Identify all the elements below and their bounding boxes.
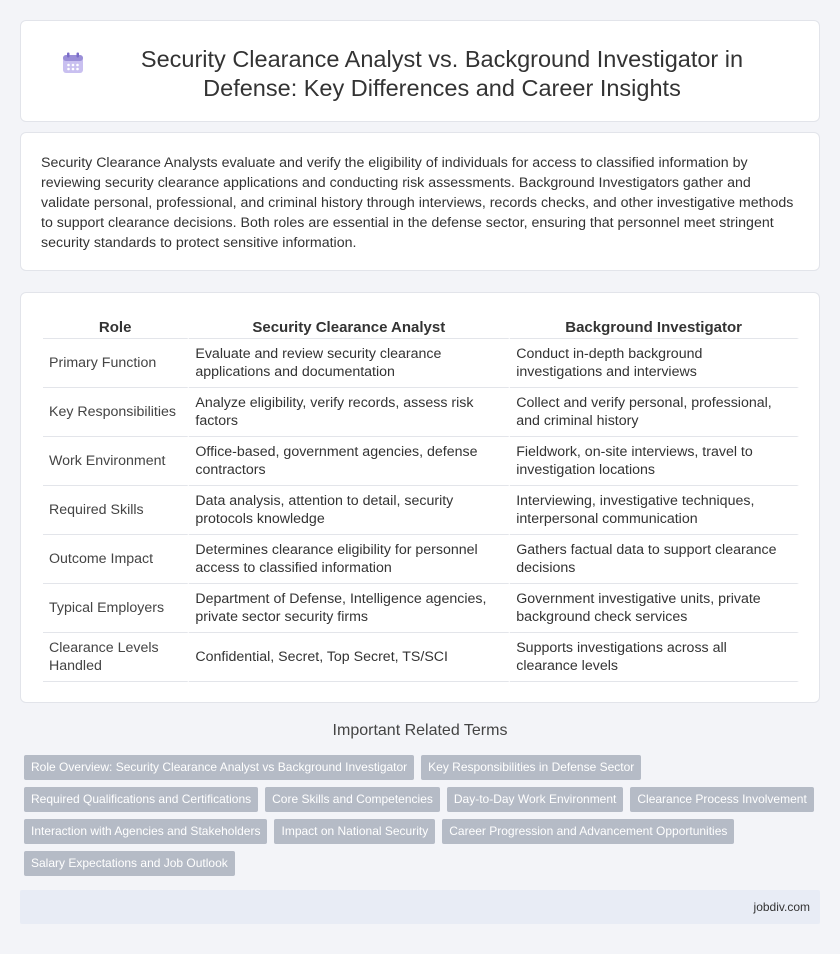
comparison-card [20, 292, 820, 703]
related-terms-list [24, 755, 824, 883]
analyst-cell: Data analysis, attention to detail, security protocols knowledge [189, 486, 510, 535]
footer [20, 890, 820, 924]
related-term-tag[interactable]: Day-to-Day Work Environment [447, 787, 624, 812]
row-label: Work Environment [43, 437, 189, 486]
comparison-table [43, 313, 799, 682]
related-term-tag[interactable]: Impact on National Security [274, 819, 435, 844]
row-label: Typical Employers [43, 584, 189, 633]
table-row [43, 535, 799, 584]
summary-card [20, 132, 820, 271]
analyst-cell: Analyze eligibility, verify records, assess risk factors [189, 388, 510, 437]
row-label: Key Responsibilities [43, 388, 189, 437]
header-role: Role [43, 313, 189, 339]
table-row [43, 633, 799, 682]
row-label: Outcome Impact [43, 535, 189, 584]
related-term-tag[interactable]: Core Skills and Competencies [265, 787, 440, 812]
header-investigator: Background Investigator [510, 313, 799, 339]
table-row [43, 486, 799, 535]
investigator-cell: Interviewing, investigative techniques, interpersonal communication [510, 486, 799, 535]
analyst-cell: Confidential, Secret, Top Secret, TS/SCI [189, 633, 510, 682]
investigator-cell: Supports investigations across all clearance levels [510, 633, 799, 682]
page-title: Security Clearance Analyst vs. Background Investigator in Defense: Key Differences and Career Insights [140, 46, 744, 101]
header-card [20, 20, 820, 122]
investigator-cell: Gathers factual data to support clearance decisions [510, 535, 799, 584]
related-term-tag[interactable]: Salary Expectations and Job Outlook [24, 851, 235, 876]
investigator-cell: Collect and verify personal, professional, and criminal history [510, 388, 799, 437]
summary-text: Security Clearance Analysts evaluate and verify the eligibility of individuals for access to classified information by reviewing security clearance applications and conducting risk assessments. Background Investigators gather and validate personal, professional, and criminal history through interviews, records checks, and other investigative methods to support clearance decisions. Both roles are essential in the defense sector, ensuring that personnel meet stringent security standards to protect sensitive information. [41, 155, 794, 251]
related-term-tag[interactable]: Required Qualifications and Certifications [24, 787, 258, 812]
table-header-row [43, 313, 799, 339]
investigator-cell: Fieldwork, on-site interviews, travel to investigation locations [510, 437, 799, 486]
table-row [43, 339, 799, 388]
related-term-tag[interactable]: Key Responsibilities in Defense Sector [421, 755, 641, 780]
analyst-cell: Determines clearance eligibility for personnel access to classified information [189, 535, 510, 584]
analyst-cell: Department of Defense, Intelligence agencies, private sector security firms [189, 584, 510, 633]
analyst-cell: Office-based, government agencies, defense contractors [189, 437, 510, 486]
row-label: Primary Function [43, 339, 189, 388]
header-analyst: Security Clearance Analyst [189, 313, 510, 339]
investigator-cell: Government investigative units, private background check services [510, 584, 799, 633]
analyst-cell: Evaluate and review security clearance applications and documentation [189, 339, 510, 388]
related-term-tag[interactable]: Clearance Process Involvement [630, 787, 813, 812]
investigator-cell: Conduct in-depth background investigations and interviews [510, 339, 799, 388]
row-label: Clearance Levels Handled [43, 633, 189, 682]
related-term-tag[interactable]: Career Progression and Advancement Opportunities [442, 819, 734, 844]
related-terms-title: Important Related Terms [332, 722, 508, 739]
related-term-tag[interactable]: Interaction with Agencies and Stakeholders [24, 819, 267, 844]
row-label: Required Skills [43, 486, 189, 535]
table-row [43, 388, 799, 437]
table-row [43, 584, 799, 633]
related-term-tag[interactable]: Role Overview: Security Clearance Analyst vs Background Investigator [24, 755, 414, 780]
calendar-icon [61, 51, 85, 75]
table-row [43, 437, 799, 486]
footer-site-link[interactable]: jobdiv.com [753, 900, 810, 914]
